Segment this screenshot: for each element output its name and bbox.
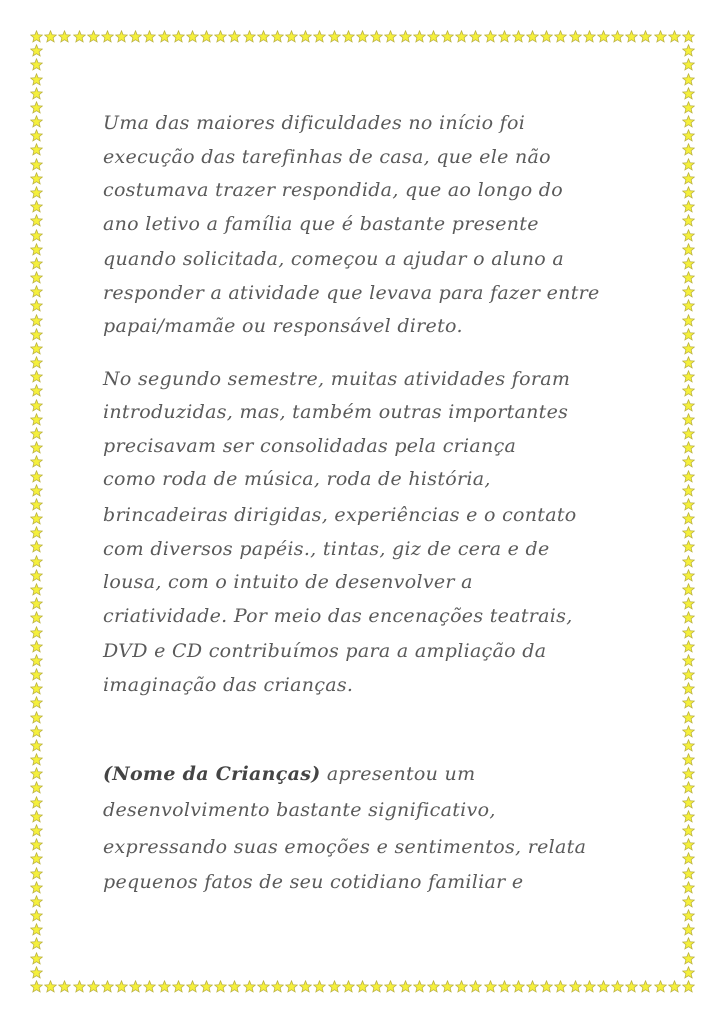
text-line: lousa, com o intuito de desenvolver a xyxy=(103,571,473,593)
star-icon xyxy=(682,852,695,865)
star-icon xyxy=(44,30,57,43)
star-icon xyxy=(682,952,695,965)
star-icon xyxy=(469,980,482,993)
star-icon xyxy=(30,739,43,752)
star-icon xyxy=(30,569,43,582)
star-icon xyxy=(682,285,695,298)
text-line xyxy=(103,763,475,785)
star-icon xyxy=(172,980,185,993)
star-icon xyxy=(271,980,284,993)
text-line: execução das tarefinhas de casa, que ele não xyxy=(103,146,551,168)
star-icon xyxy=(682,725,695,738)
star-icon xyxy=(101,980,114,993)
star-icon xyxy=(682,370,695,383)
star-icon xyxy=(682,314,695,327)
star-icon xyxy=(413,980,426,993)
star-icon xyxy=(172,30,185,43)
star-icon xyxy=(540,980,553,993)
star-icon xyxy=(682,796,695,809)
star-icon xyxy=(30,838,43,851)
star-icon xyxy=(526,30,539,43)
star-icon xyxy=(682,470,695,483)
star-icon xyxy=(682,271,695,284)
star-icon xyxy=(498,30,511,43)
star-icon xyxy=(30,229,43,242)
star-icon xyxy=(356,980,369,993)
star-icon xyxy=(30,342,43,355)
star-icon xyxy=(30,555,43,568)
star-icon xyxy=(682,597,695,610)
star-icon xyxy=(214,30,227,43)
star-icon xyxy=(271,30,284,43)
star-icon xyxy=(30,399,43,412)
star-icon xyxy=(143,30,156,43)
star-icon xyxy=(214,980,227,993)
star-icon xyxy=(540,30,553,43)
text-line: papai/mamãe ou responsável direto. xyxy=(103,315,463,337)
star-icon xyxy=(30,484,43,497)
star-icon xyxy=(682,923,695,936)
star-icon xyxy=(30,767,43,780)
star-icon xyxy=(30,611,43,624)
star-icon xyxy=(30,299,43,312)
star-icon xyxy=(356,30,369,43)
star-icon xyxy=(200,30,213,43)
star-icon xyxy=(682,640,695,653)
star-icon xyxy=(243,30,256,43)
text-line: DVD e CD contribuímos para a ampliação da xyxy=(103,640,547,662)
star-icon xyxy=(44,980,57,993)
star-icon xyxy=(469,30,482,43)
star-icon xyxy=(101,30,114,43)
star-icon xyxy=(30,895,43,908)
star-icon xyxy=(257,30,270,43)
child-name-placeholder: (Nome da Crianças) xyxy=(103,763,321,785)
star-icon xyxy=(682,668,695,681)
star-icon xyxy=(370,980,383,993)
text-line: como roda de música, roda de história, xyxy=(103,468,491,490)
star-icon xyxy=(682,484,695,497)
star-icon xyxy=(370,30,383,43)
star-icon xyxy=(583,30,596,43)
star-icon xyxy=(682,143,695,156)
star-icon xyxy=(30,526,43,539)
star-icon xyxy=(682,44,695,57)
star-icon xyxy=(158,30,171,43)
text-line: precisavam ser consolidadas pela criança xyxy=(103,435,517,457)
star-icon xyxy=(30,158,43,171)
star-icon xyxy=(682,540,695,553)
star-icon xyxy=(682,654,695,667)
star-icon xyxy=(682,73,695,86)
star-icon xyxy=(200,980,213,993)
star-icon xyxy=(682,739,695,752)
text-line: introduzidas, mas, também outras importantes xyxy=(103,401,569,423)
star-icon xyxy=(625,980,638,993)
star-icon xyxy=(682,299,695,312)
star-icon xyxy=(682,895,695,908)
star-icon xyxy=(30,626,43,639)
star-icon xyxy=(682,342,695,355)
star-icon xyxy=(30,881,43,894)
star-icon xyxy=(682,427,695,440)
star-icon xyxy=(682,229,695,242)
star-icon xyxy=(285,980,298,993)
star-icon xyxy=(58,980,71,993)
star-icon xyxy=(625,30,638,43)
star-icon xyxy=(682,980,695,993)
star-icon xyxy=(30,243,43,256)
star-icon xyxy=(682,441,695,454)
star-icon xyxy=(30,285,43,298)
text-fragment: apresentou um xyxy=(320,763,476,785)
star-icon xyxy=(30,30,43,43)
star-icon xyxy=(342,30,355,43)
star-icon xyxy=(30,753,43,766)
star-icon xyxy=(30,725,43,738)
star-icon xyxy=(257,980,270,993)
star-icon xyxy=(682,810,695,823)
star-icon xyxy=(455,30,468,43)
star-icon xyxy=(285,30,298,43)
star-icon xyxy=(384,30,397,43)
star-icon xyxy=(554,30,567,43)
star-icon xyxy=(30,810,43,823)
star-icon xyxy=(639,30,652,43)
star-icon xyxy=(682,356,695,369)
star-icon xyxy=(30,668,43,681)
star-icon xyxy=(30,696,43,709)
star-icon xyxy=(30,115,43,128)
star-icon xyxy=(682,115,695,128)
star-icon xyxy=(313,980,326,993)
star-icon xyxy=(158,980,171,993)
star-icon xyxy=(87,980,100,993)
text-line: desenvolvimento bastante significativo, xyxy=(103,799,496,821)
star-icon xyxy=(129,30,142,43)
star-icon xyxy=(30,952,43,965)
star-icon xyxy=(30,923,43,936)
star-icon xyxy=(682,937,695,950)
star-icon xyxy=(682,257,695,270)
star-icon xyxy=(30,852,43,865)
star-icon xyxy=(526,980,539,993)
star-icon xyxy=(30,909,43,922)
star-icon xyxy=(682,413,695,426)
star-icon xyxy=(682,455,695,468)
star-icon xyxy=(668,980,681,993)
text-line: pequenos fatos de seu cotidiano familiar e xyxy=(103,871,524,893)
star-icon xyxy=(682,328,695,341)
star-icon xyxy=(597,30,610,43)
star-icon xyxy=(30,214,43,227)
star-icon xyxy=(682,526,695,539)
star-icon xyxy=(299,980,312,993)
star-icon xyxy=(441,980,454,993)
star-icon xyxy=(30,356,43,369)
text-line: quando solicitada, começou a ajudar o aluno a xyxy=(103,248,564,270)
star-icon xyxy=(30,682,43,695)
star-icon xyxy=(30,413,43,426)
star-icon xyxy=(413,30,426,43)
star-icon xyxy=(30,937,43,950)
star-icon xyxy=(30,455,43,468)
star-icon xyxy=(611,980,624,993)
star-icon xyxy=(682,569,695,582)
star-icon xyxy=(30,172,43,185)
star-icon xyxy=(682,966,695,979)
text-line: com diversos papéis., tintas, giz de cera e de xyxy=(103,538,550,560)
star-icon xyxy=(30,186,43,199)
star-icon xyxy=(682,158,695,171)
star-icon xyxy=(682,186,695,199)
star-icon xyxy=(30,143,43,156)
star-icon xyxy=(682,58,695,71)
star-icon xyxy=(30,711,43,724)
star-icon xyxy=(682,867,695,880)
star-icon xyxy=(682,200,695,213)
star-icon xyxy=(30,583,43,596)
text-line: Uma das maiores dificuldades no início foi xyxy=(103,112,526,134)
star-icon xyxy=(569,980,582,993)
star-icon xyxy=(484,980,497,993)
star-icon xyxy=(30,271,43,284)
star-icon xyxy=(512,30,525,43)
star-icon xyxy=(115,30,128,43)
star-icon xyxy=(186,980,199,993)
star-icon xyxy=(682,399,695,412)
text-line: responder a atividade que levava para fazer entre xyxy=(103,282,600,304)
star-icon xyxy=(384,980,397,993)
star-icon xyxy=(682,696,695,709)
star-icon xyxy=(399,30,412,43)
star-icon xyxy=(30,966,43,979)
star-icon xyxy=(30,44,43,57)
star-icon xyxy=(682,243,695,256)
star-icon xyxy=(682,384,695,397)
star-icon xyxy=(30,328,43,341)
star-icon xyxy=(554,980,567,993)
star-icon xyxy=(682,498,695,511)
star-icon xyxy=(30,129,43,142)
star-icon xyxy=(682,881,695,894)
star-icon xyxy=(30,640,43,653)
star-icon xyxy=(484,30,497,43)
text-line: imaginação das crianças. xyxy=(103,674,354,696)
star-icon xyxy=(30,654,43,667)
star-icon xyxy=(30,384,43,397)
star-icon xyxy=(682,767,695,780)
star-icon xyxy=(682,611,695,624)
star-icon xyxy=(30,512,43,525)
text-line: No segundo semestre, muitas atividades foram xyxy=(103,368,571,390)
star-icon xyxy=(639,980,652,993)
star-icon xyxy=(427,980,440,993)
star-icon xyxy=(455,980,468,993)
star-icon xyxy=(682,214,695,227)
star-icon xyxy=(682,711,695,724)
star-icon xyxy=(682,753,695,766)
star-icon xyxy=(30,470,43,483)
star-icon xyxy=(668,30,681,43)
star-icon xyxy=(682,824,695,837)
text-line: brincadeiras dirigidas, experiências e o contato xyxy=(103,504,577,526)
star-icon xyxy=(30,314,43,327)
text-line: costumava trazer respondida, que ao longo do xyxy=(103,179,563,201)
star-icon xyxy=(30,824,43,837)
star-icon xyxy=(399,980,412,993)
star-icon xyxy=(682,682,695,695)
star-icon xyxy=(427,30,440,43)
star-icon xyxy=(228,980,241,993)
star-icon xyxy=(328,980,341,993)
star-icon xyxy=(328,30,341,43)
star-icon xyxy=(228,30,241,43)
star-icon xyxy=(115,980,128,993)
star-icon xyxy=(583,980,596,993)
star-icon xyxy=(30,427,43,440)
star-icon xyxy=(654,30,667,43)
star-icon xyxy=(30,257,43,270)
star-icon xyxy=(682,87,695,100)
star-icon xyxy=(30,87,43,100)
star-icon xyxy=(30,796,43,809)
star-icon xyxy=(682,101,695,114)
star-icon xyxy=(498,980,511,993)
star-icon xyxy=(186,30,199,43)
star-icon xyxy=(313,30,326,43)
star-icon xyxy=(30,200,43,213)
star-icon xyxy=(30,498,43,511)
star-icon xyxy=(682,909,695,922)
star-icon xyxy=(30,370,43,383)
star-icon xyxy=(30,597,43,610)
star-icon xyxy=(73,980,86,993)
star-icon xyxy=(512,980,525,993)
star-icon xyxy=(143,980,156,993)
star-icon xyxy=(682,781,695,794)
star-icon xyxy=(611,30,624,43)
star-icon xyxy=(682,626,695,639)
star-icon xyxy=(597,980,610,993)
star-icon xyxy=(682,512,695,525)
text-line: ano letivo a família que é bastante presente xyxy=(103,213,539,235)
star-icon xyxy=(30,73,43,86)
star-icon xyxy=(30,980,43,993)
star-icon xyxy=(441,30,454,43)
star-icon xyxy=(73,30,86,43)
star-icon xyxy=(30,58,43,71)
star-icon xyxy=(30,540,43,553)
star-icon xyxy=(682,555,695,568)
star-icon xyxy=(129,980,142,993)
star-icon xyxy=(30,781,43,794)
star-icon xyxy=(30,867,43,880)
star-icon xyxy=(342,980,355,993)
star-icon xyxy=(30,101,43,114)
star-icon xyxy=(654,980,667,993)
star-icon xyxy=(30,441,43,454)
star-icon xyxy=(682,838,695,851)
star-icon xyxy=(299,30,312,43)
star-icon xyxy=(243,980,256,993)
text-line: expressando suas emoções e sentimentos, relata xyxy=(103,836,587,858)
star-icon xyxy=(682,129,695,142)
text-line: criatividade. Por meio das encenações teatrais, xyxy=(103,605,573,627)
star-icon xyxy=(569,30,582,43)
star-icon xyxy=(682,172,695,185)
star-icon xyxy=(58,30,71,43)
star-icon xyxy=(682,30,695,43)
star-icon xyxy=(87,30,100,43)
star-icon xyxy=(682,583,695,596)
